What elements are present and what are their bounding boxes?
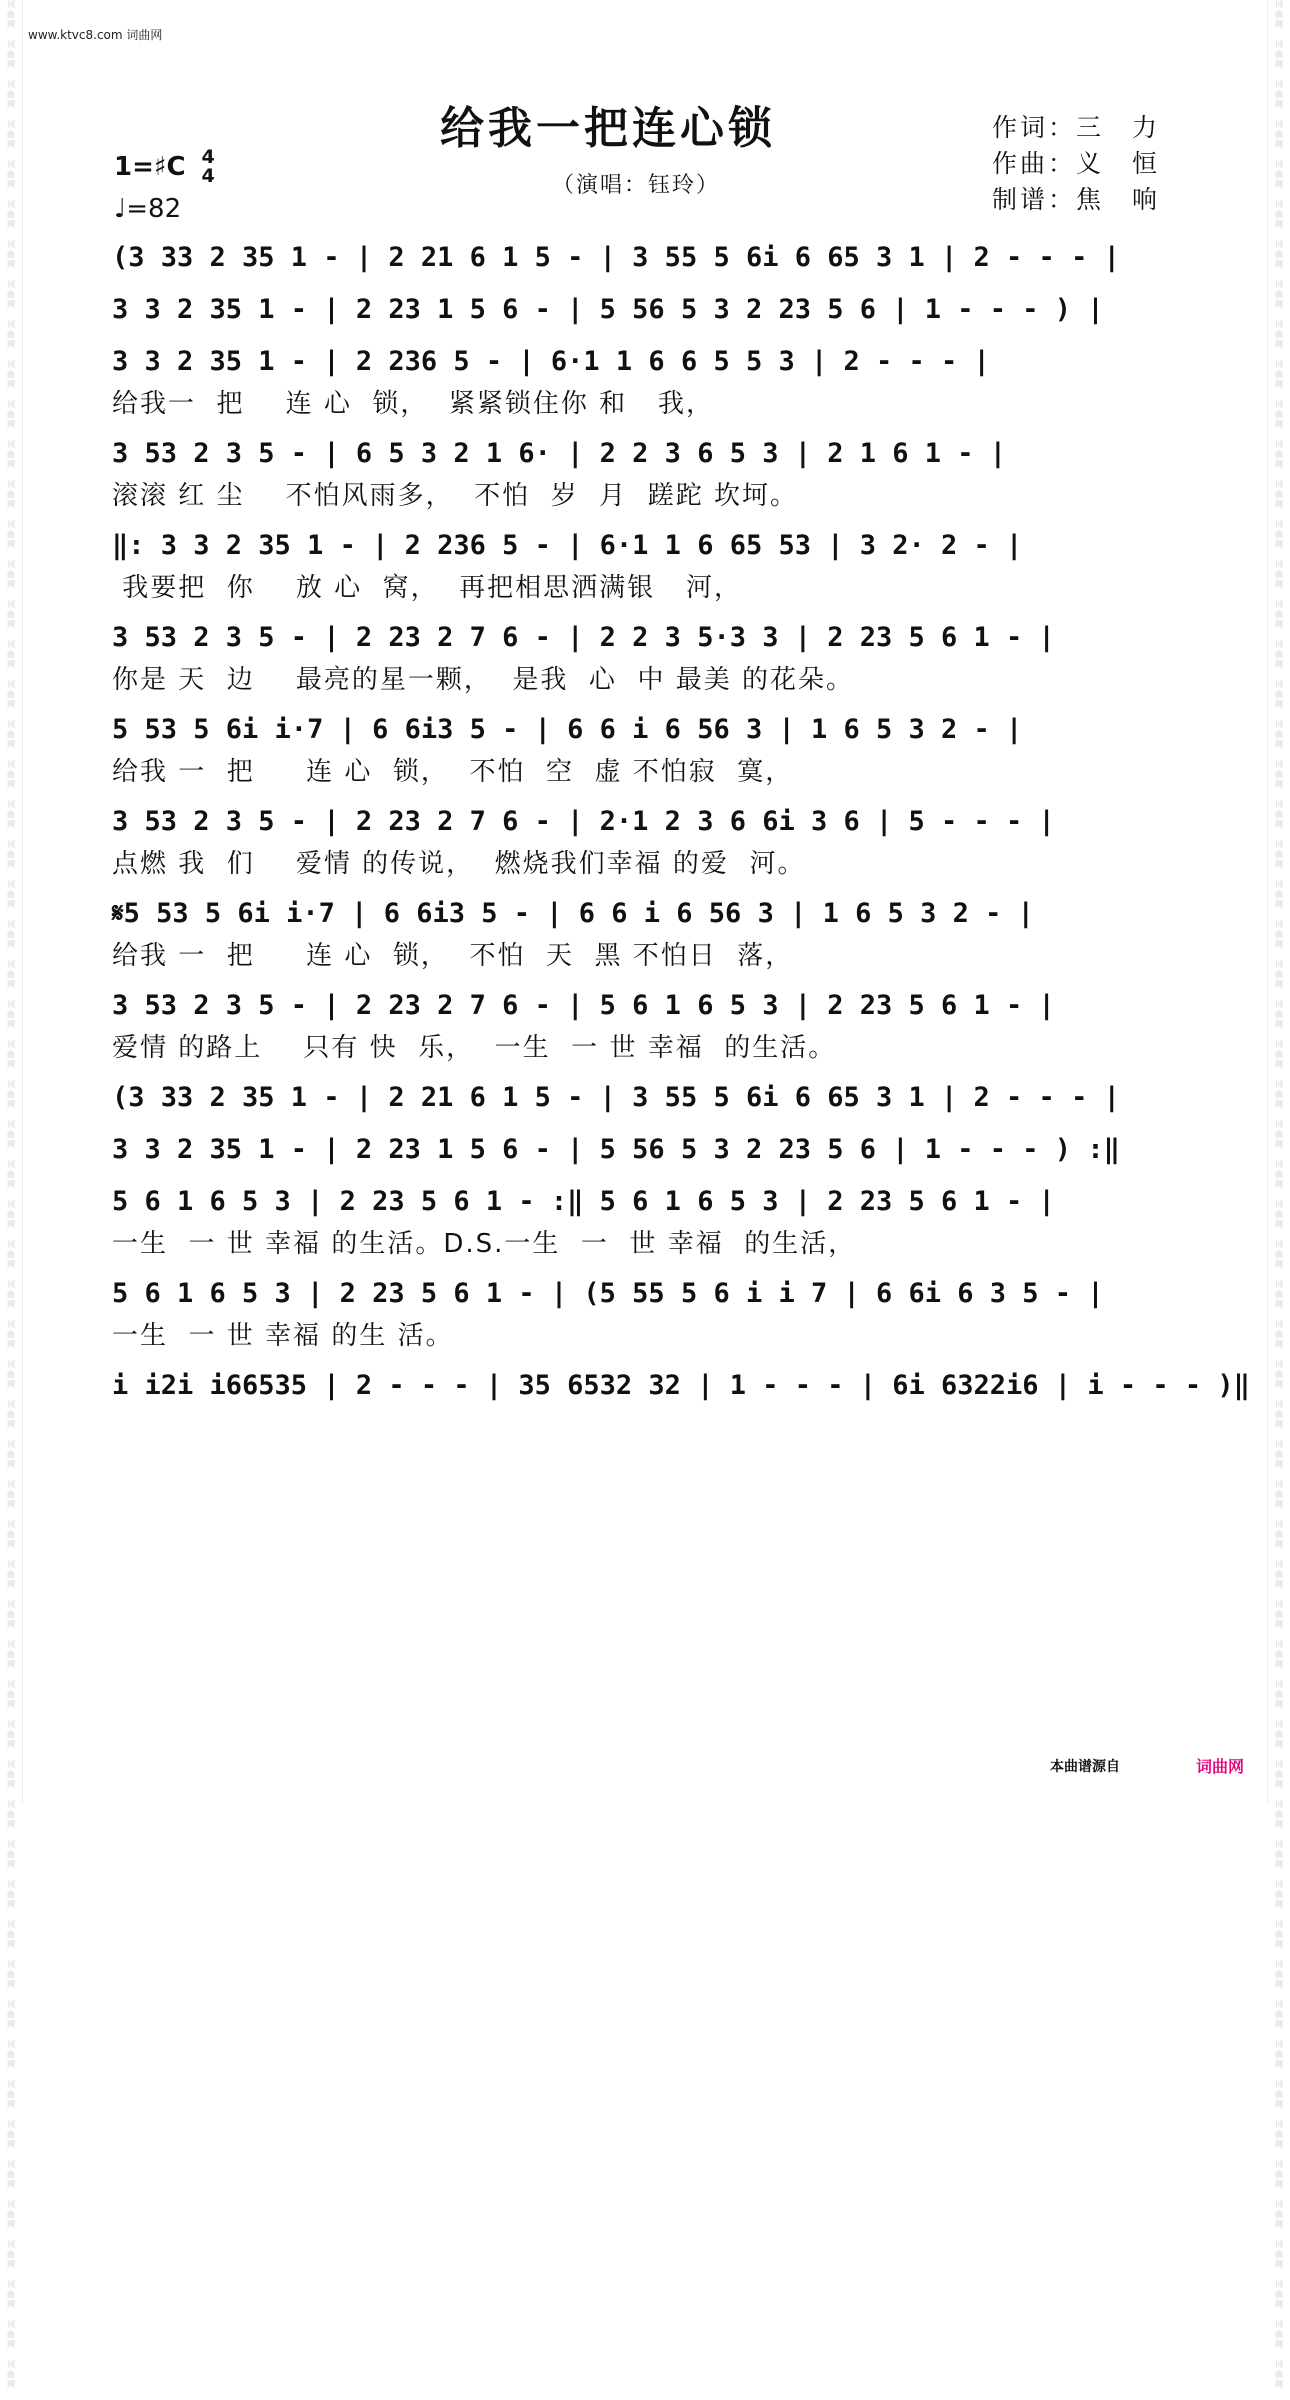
notation-line: 3 53 2 3 5 - | 2 23 2 7 6 - | 5 6 1 6 5 3 | 2 23 5 6 1 - | — [112, 990, 1055, 1021]
score-system — [112, 1078, 1180, 1120]
right-watermark-strip — [1267, 0, 1290, 2389]
notation-line: 3 3 2 35 1 - | 2 236 5 - | 6·1 1 6 6 5 5 3 | 2 - - - | — [112, 346, 990, 377]
left-watermark-text: 词 曲 网 词 曲 网 词 曲 网 词 曲 网 词 曲 网 词 曲 网 词 曲 网 词 曲 网 词 曲 网 词 曲 网 词 曲 网 词 曲 网 词 曲 网 词 曲 网 词 曲 网 词 曲 网 词 曲 网 词 曲 网 词 曲 网 词 曲 网 词 曲 网 词 曲 网 词 曲 网 词 曲 网 词 曲 网 词 曲 网 词 曲 网 词 曲 网 词 曲 网 词 曲 网 词 曲 网 词 曲 网 词 曲 网 词 曲 网 词 曲 网 词 曲 网 词 曲 网 词 曲 网 词 曲 网 词 曲 网 词 曲 网 词 曲 网 词 曲 网 词 曲 网 词 曲 网 词 曲 网 词 曲 网 词 曲 网 词 曲 网 词 曲 网 词 曲 网 词 曲 网 词 曲 网 词 曲 网 词 曲 网 词 曲 网 词 曲 网 词 曲 网 词 曲 网 词 曲 网 — [7, 0, 15, 2389]
performer-credit: （演唱：钰玲） — [552, 173, 721, 198]
lyrics-line: 给我 一 把 连 心 锁， 不怕 空 虚 不怕寂 寞， — [112, 757, 794, 787]
key-tempo-block — [114, 148, 215, 222]
score-system — [112, 1130, 1180, 1172]
arranger-credit: 制谱：焦 响 — [992, 185, 1161, 214]
score-system — [112, 1366, 1250, 1408]
score-system — [112, 1274, 1180, 1356]
notation-line: 5 53 5 6i i·7 | 6 6i3 5 - | 6 6 i 6 56 3 | 1 6 5 3 2 - | — [112, 714, 1023, 745]
notation-line: i i2i i66535 | 2 - - - | 35 6532 32 | 1 - - - | 6i 6322i6 | i - - - )‖ — [112, 1370, 1250, 1401]
lyrics-line: 一生 一 世 幸福 的生 活。 — [112, 1321, 454, 1351]
notation-line: 3 53 2 3 5 - | 2 23 2 7 6 - | 2 2 3 5·3 3 | 2 23 5 6 1 - | — [112, 622, 1055, 653]
score-system — [112, 342, 1180, 424]
notation-line: (3 33 2 35 1 - | 2 21 6 1 5 - | 3 55 5 6i 6 65 3 1 | 2 - - - | — [112, 1082, 1120, 1113]
time-signature-top: 4 — [201, 146, 215, 168]
notation-line: 5 6 1 6 5 3 | 2 23 5 6 1 - :‖ 5 6 1 6 5 3 | 2 23 5 6 1 - | — [112, 1186, 1055, 1217]
notation-line: 3 3 2 35 1 - | 2 23 1 5 6 - | 5 56 5 3 2 23 5 6 | 1 - - - ) | — [112, 294, 1104, 325]
notation-line: (3 33 2 35 1 - | 2 21 6 1 5 - | 3 55 5 6i 6 65 3 1 | 2 - - - | — [112, 242, 1120, 273]
notation-line: 3 3 2 35 1 - | 2 23 1 5 6 - | 5 56 5 3 2 23 5 6 | 1 - - - ) :‖ — [112, 1134, 1120, 1165]
lyricist-credit: 作词：三 力 — [992, 113, 1161, 142]
score — [112, 238, 1250, 1418]
credits-block — [992, 110, 1160, 218]
left-watermark-strip — [0, 0, 23, 2389]
notation-line: 𝄋5 53 5 6i i·7 | 6 6i3 5 - | 6 6 i 6 56 3 | 1 6 5 3 2 - | — [112, 898, 1034, 929]
footer-site-name: 词曲网 — [1196, 1757, 1245, 1776]
right-watermark-text: 词 曲 网 词 曲 网 词 曲 网 词 曲 网 词 曲 网 词 曲 网 词 曲 网 词 曲 网 词 曲 网 词 曲 网 词 曲 网 词 曲 网 词 曲 网 词 曲 网 词 曲 网 词 曲 网 词 曲 网 词 曲 网 词 曲 网 词 曲 网 词 曲 网 词 曲 网 词 曲 网 词 曲 网 词 曲 网 词 曲 网 词 曲 网 词 曲 网 词 曲 网 词 曲 网 词 曲 网 词 曲 网 词 曲 网 词 曲 网 词 曲 网 词 曲 网 词 曲 网 词 曲 网 词 曲 网 词 曲 网 词 曲 网 词 曲 网 词 曲 网 词 曲 网 词 曲 网 词 曲 网 词 曲 网 词 曲 网 词 曲 网 词 曲 网 词 曲 网 词 曲 网 词 曲 网 词 曲 网 词 曲 网 词 曲 网 词 曲 网 词 曲 网 词 曲 网 词 曲 网 — [1275, 0, 1283, 2389]
lyrics-line: 我要把 你 放 心 窝， 再把相思洒满银 河， — [112, 573, 742, 603]
lyrics-line: 给我 一 把 连 心 锁， 不怕 天 黑 不怕日 落， — [112, 941, 794, 971]
lyrics-line: 爱情 的路上 只有 快 乐， 一生 一 世 幸福 的生活。 — [112, 1033, 837, 1063]
notation-line: 3 53 2 3 5 - | 2 23 2 7 6 - | 2·1 2 3 6 6i 3 6 | 5 - - - | — [112, 806, 1055, 837]
score-system — [112, 290, 1180, 332]
notation-line: 5 6 1 6 5 3 | 2 23 5 6 1 - | (5 55 5 6 i i 7 | 6 6i 6 3 5 - | — [112, 1278, 1104, 1309]
score-system — [112, 986, 1180, 1068]
lyrics-line: 给我一 把 连 心 锁， 紧紧锁住你 和 我， — [112, 389, 714, 419]
notation-line: 3 53 2 3 5 - | 6 5 3 2 1 6· | 2 2 3 6 5 3 | 2 1 6 1 - | — [112, 438, 1007, 469]
score-system — [112, 238, 1180, 280]
score-system — [112, 1182, 1180, 1264]
time-signature — [202, 148, 215, 186]
score-system — [112, 618, 1180, 700]
notation-line: ‖: 3 3 2 35 1 - | 2 236 5 - | 6·1 1 6 65 53 | 3 2· 2 - | — [112, 530, 1023, 561]
site-url: www.ktvc8.com 词曲网 — [28, 28, 163, 42]
footer-source-label: 本曲谱源自 — [1050, 1759, 1120, 1775]
tempo-marking: ♩=82 — [114, 194, 182, 224]
time-signature-bottom: 4 — [201, 165, 215, 187]
song-title: 给我一把连心锁 — [440, 103, 776, 154]
score-system — [112, 894, 1180, 976]
key-line — [114, 148, 215, 186]
composer-credit: 作曲：义 恒 — [992, 149, 1161, 178]
score-system — [112, 802, 1180, 884]
lyrics-line: 一生 一 世 幸福 的生活。D.S.一生 一 世 幸福 的生活， — [112, 1229, 857, 1259]
lyrics-line: 点燃 我 们 爱情 的传说， 燃烧我们幸福 的爱 河。 — [112, 849, 806, 879]
score-system — [112, 710, 1180, 792]
key-signature: 1=♯C — [114, 152, 186, 182]
lyrics-line: 滚滚 红 尘 不怕风雨多， 不怕 岁 月 蹉跎 坎坷。 — [112, 481, 798, 511]
lyrics-line: 你是 天 边 最亮的星一颗， 是我 心 中 最美 的花朵。 — [112, 665, 854, 695]
score-system — [112, 434, 1180, 516]
score-system — [112, 526, 1180, 608]
